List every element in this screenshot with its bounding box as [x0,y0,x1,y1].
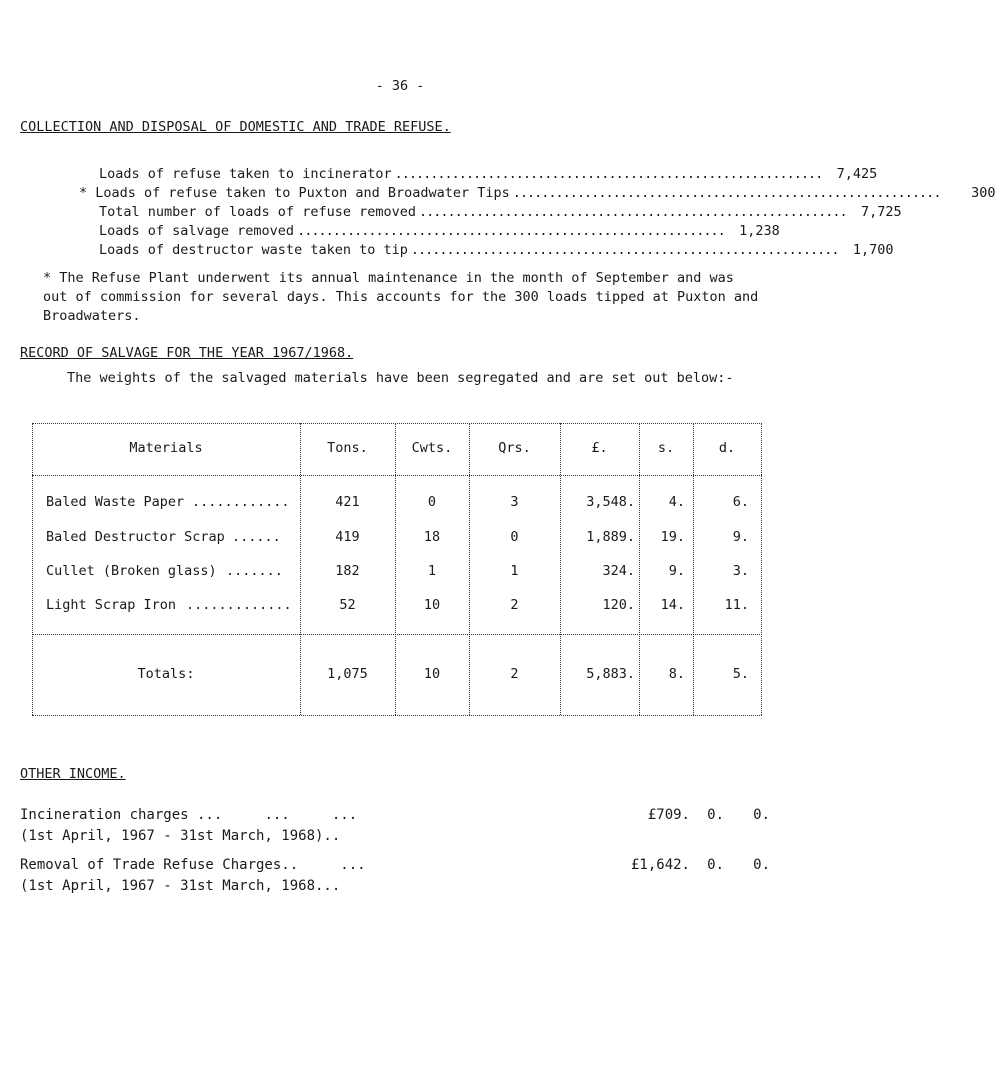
page-number: - 36 - [375,78,425,94]
footnote: * The Refuse Plant underwent its annual maintenance in the month of September and was out of commission for several days. This accounts for the 300 loads tipped at Puxton and Broadwaters. [43,270,759,324]
income-label-text: Incineration charges ... [20,807,223,823]
refuse-row-value: 1,238 [739,223,780,239]
refuse-row [99,242,894,261]
cwts-value: 10 [423,597,441,613]
header-tons: Tons. [327,440,368,456]
leader-dots: ............................................................ [410,242,839,258]
income-label: Removal of Trade Refuse Charges.. ... [20,857,366,873]
tons-value: 421 [335,494,360,510]
refuse-row-label: * Loads of refuse taken to Puxton and Broadwater Tips [79,185,510,201]
leader-dots: ...... [232,529,281,545]
pence-value: 3. [732,563,749,579]
tons-value: 52 [339,597,356,613]
salvage-intro: The weights of the salvaged materials have been segregated and are set out below:- [67,370,734,386]
cwts-value: 1 [427,563,437,579]
table-rule [32,634,762,635]
income-label-text: Removal of Trade Refuse Charges.. [20,857,299,873]
header-pence: d. [718,440,736,456]
total-pence: 5. [732,666,749,682]
shillings-value: 19. [660,529,685,545]
salvage-heading: RECORD OF SALVAGE FOR THE YEAR 1967/1968. [20,345,354,361]
shillings-value: 4. [668,494,685,510]
material-name: Light Scrap Iron [46,597,177,613]
refuse-row-label: Loads of destructor waste taken to tip [99,242,408,258]
header-cwts: Cwts. [411,440,453,456]
totals-label: Totals: [137,666,195,682]
refuse-row [99,166,878,185]
table-rule [761,423,762,715]
cwts-value: 0 [427,494,437,510]
shillings-value: 9. [668,563,685,579]
pence-value: 6. [732,494,749,510]
refuse-row [79,185,995,204]
income-period: (1st April, 1967 - 31st March, 1968... [20,878,341,894]
header-qrs: Qrs. [498,440,531,456]
header-pounds: £. [591,440,608,456]
pounds-value: 120. [602,597,635,613]
cwts-value: 18 [423,529,441,545]
leader-dots: ............................................................ [297,223,725,239]
income-shillings: 0. [707,807,724,823]
refuse-row-label: Loads of salvage removed [99,223,295,239]
pence-value: 9. [732,529,749,545]
income-pence: 0. [753,857,770,873]
total-shillings: 8. [668,666,685,682]
table-rule [32,423,762,424]
leader-dots: ....... [226,563,283,579]
material-name: Baled Destructor Scrap [46,529,225,545]
qrs-value: 3 [510,494,519,510]
refuse-row-value: 300 [971,185,995,201]
income-shillings: 0. [707,857,724,873]
income-amount: £1,642. [630,857,690,873]
qrs-value: 2 [510,597,519,613]
refuse-row [99,204,902,223]
section-title: COLLECTION AND DISPOSAL OF DOMESTIC AND TRADE REFUSE. [20,119,451,135]
refuse-row-label: Total number of loads of refuse removed [99,204,416,220]
refuse-row-value: 1,700 [852,242,894,258]
income-label: Incineration charges ... ... ... [20,807,358,823]
material-name: Baled Waste Paper [46,494,185,510]
leader-dots: ............ [192,494,290,510]
tons-value: 182 [335,563,360,579]
income-period: (1st April, 1967 - 31st March, 1968).. [20,828,341,844]
total-qrs: 2 [510,666,519,682]
tons-value: 419 [335,529,360,545]
header-shillings: s. [657,440,675,456]
income-pence: 0. [753,807,770,823]
income-amount: £709. [647,807,690,823]
leader-dots: ............................................................ [512,185,941,201]
table-rule [32,715,762,716]
leader-dots: ............. [186,597,292,613]
leader-dots: ............................................................ [394,166,823,182]
shillings-value: 14. [660,597,685,613]
total-tons: 1,075 [327,666,368,682]
pence-value: 11. [724,597,749,613]
table-rule [32,475,762,476]
salvage-table [32,423,762,716]
material-name: Cullet (Broken glass) [46,563,217,579]
totals-label-text: Totals [137,666,187,682]
total-cwts: 10 [423,666,441,682]
refuse-row-value: 7,425 [836,166,878,182]
refuse-row [99,223,780,242]
income-heading: OTHER INCOME. [20,766,126,782]
qrs-value: 1 [510,563,519,579]
header-materials: Materials [129,440,203,456]
leader-dots: ............................................................ [418,204,847,220]
total-pounds: 5,883. [586,666,635,682]
pounds-value: 1,889. [586,529,635,545]
refuse-row-label: Loads of refuse taken to incinerator [99,166,392,182]
qrs-value: 0 [510,529,519,545]
refuse-row-value: 7,725 [861,204,902,220]
pounds-value: 324. [602,563,635,579]
pounds-value: 3,548. [586,494,635,510]
